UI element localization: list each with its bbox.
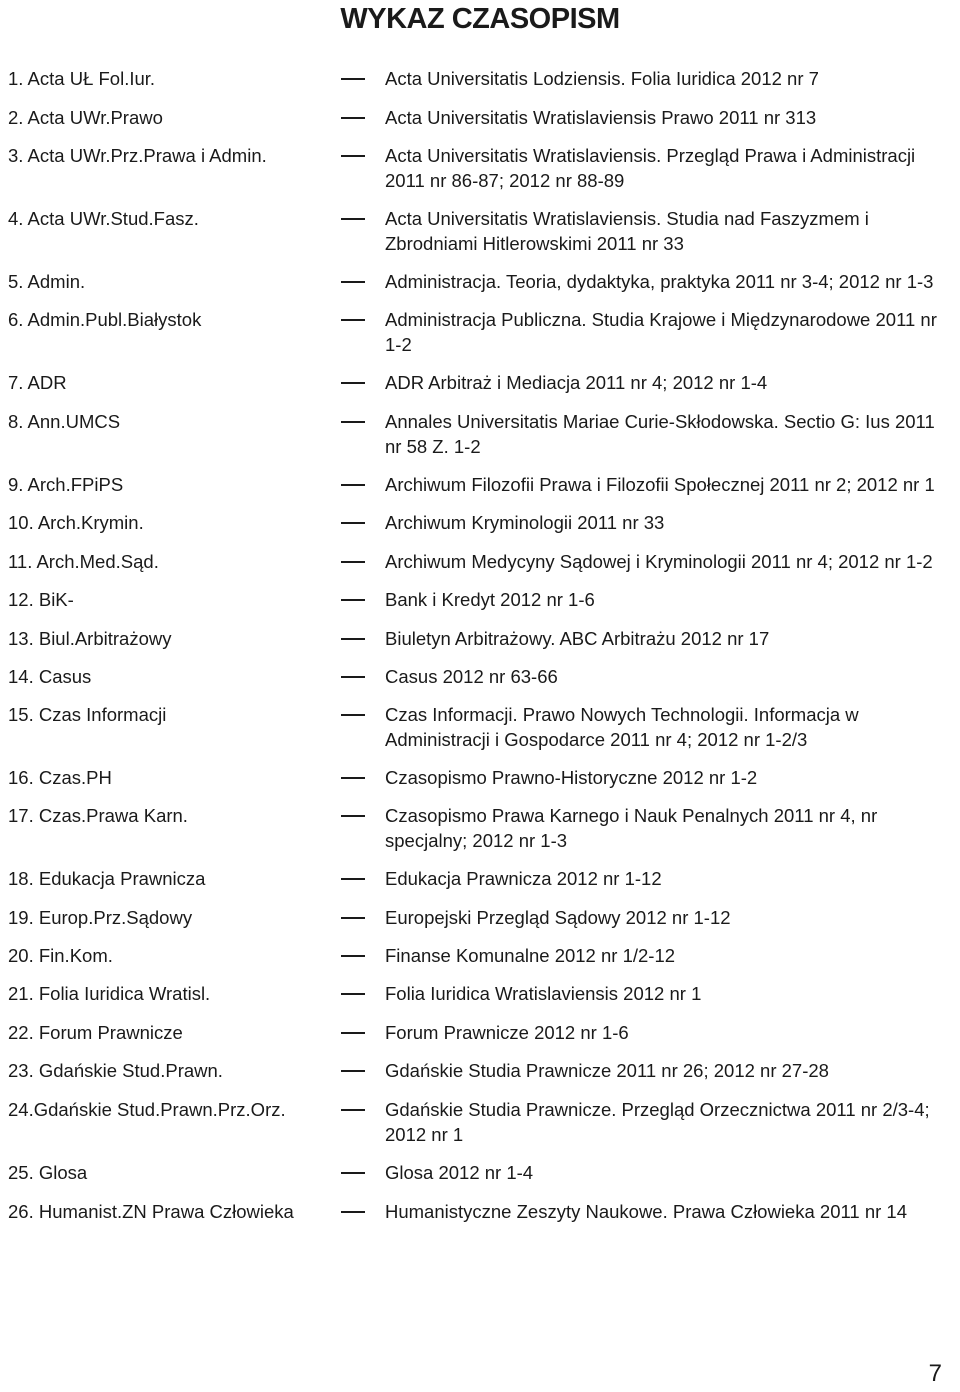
- journal-full-title: Annales Universitatis Mariae Curie-Skłodowska. Sectio G: Ius 2011 nr 58 Z. 1-2: [385, 411, 935, 457]
- dash-separator: [338, 549, 385, 574]
- journal-abbreviation: 18. Edukacja Prawnicza: [8, 868, 206, 889]
- list-item: [8, 105, 960, 130]
- list-item: [8, 307, 960, 357]
- journal-full-title: Acta Universitatis Wratislaviensis Prawo 2011 nr 313: [385, 107, 817, 128]
- journal-full-title: Administracja Publiczna. Studia Krajowe i Międzynarodowe 2011 nr 1-2: [385, 309, 937, 355]
- list-item: [8, 143, 960, 193]
- list-item: [8, 66, 960, 91]
- journal-full-title: Acta Universitatis Wratislaviensis. Studia nad Faszyzmem i Zbrodniami Hitlerowskimi 2011 nr 33: [385, 208, 869, 254]
- journal-abbreviation: 12. BiK-: [8, 589, 74, 610]
- dash-separator: [338, 307, 385, 332]
- journal-abbreviation: 10. Arch.Krymin.: [8, 512, 144, 533]
- journal-full-title: ADR Arbitraż i Mediacja 2011 nr 4; 2012 nr 1-4: [385, 372, 768, 393]
- journal-full-title: Gdańskie Studia Prawnicze 2011 nr 26; 2012 nr 27-28: [385, 1060, 829, 1081]
- journal-abbreviation: 2. Acta UWr.Prawo: [8, 107, 163, 128]
- list-item: [8, 409, 960, 459]
- journal-abbreviation: 15. Czas Informacji: [8, 704, 167, 725]
- journal-full-title: Finanse Komunalne 2012 nr 1/2-12: [385, 945, 676, 966]
- journal-abbreviation: 11. Arch.Med.Sąd.: [8, 551, 159, 572]
- journal-full-title: Administracja. Teoria, dydaktyka, praktyka 2011 nr 3-4; 2012 nr 1-3: [385, 271, 934, 292]
- list-item: [8, 370, 960, 395]
- dash-separator: [338, 472, 385, 497]
- journal-abbreviation: 1. Acta UŁ Fol.Iur.: [8, 68, 156, 89]
- list-item: [8, 664, 960, 689]
- dash-separator: [338, 105, 385, 130]
- list-item: [8, 981, 960, 1006]
- list-item: [8, 1058, 960, 1083]
- list-item: [8, 1160, 960, 1185]
- journal-full-title: Casus 2012 nr 63-66: [385, 666, 558, 687]
- list-item: [8, 510, 960, 535]
- journal-full-title: Acta Universitatis Wratislaviensis. Przegląd Prawa i Administracji 2011 nr 86-87; 2012 nr 88-89: [385, 145, 916, 191]
- journal-full-title: Gdańskie Studia Prawnicze. Przegląd Orzecznictwa 2011 nr 2/3-4; 2012 nr 1: [385, 1099, 930, 1145]
- journal-abbreviation: 16. Czas.PH: [8, 767, 112, 788]
- journal-abbreviation: 4. Acta UWr.Stud.Fasz.: [8, 208, 199, 229]
- list-item: [8, 1097, 960, 1147]
- dash-separator: [338, 905, 385, 930]
- journal-full-title: Czasopismo Prawa Karnego i Nauk Penalnych 2011 nr 4, nr specjalny; 2012 nr 1-3: [385, 805, 878, 851]
- dash-separator: [338, 981, 385, 1006]
- journal-full-title: Europejski Przegląd Sądowy 2012 nr 1-12: [385, 907, 731, 928]
- list-item: [8, 587, 960, 612]
- journal-full-title: Forum Prawnicze 2012 nr 1-6: [385, 1022, 629, 1043]
- page-title: WYKAZ CZASOPISM: [340, 3, 620, 35]
- list-item: [8, 905, 960, 930]
- journal-abbreviation: 7. ADR: [8, 372, 67, 393]
- dash-separator: [338, 370, 385, 395]
- dash-separator: [338, 702, 385, 727]
- list-item: [8, 269, 960, 294]
- dash-separator: [338, 765, 385, 790]
- list-item: [8, 866, 960, 891]
- dash-separator: [338, 1058, 385, 1083]
- journal-abbreviation: 9. Arch.FPiPS: [8, 474, 124, 495]
- page-number: 7: [928, 1360, 942, 1387]
- journal-full-title: Bank i Kredyt 2012 nr 1-6: [385, 589, 595, 610]
- journal-full-title: Glosa 2012 nr 1-4: [385, 1162, 534, 1183]
- journal-full-title: Czasopismo Prawno-Historyczne 2012 nr 1-2: [385, 767, 758, 788]
- list-item: [8, 472, 960, 497]
- list-item: [8, 1199, 960, 1224]
- dash-separator: [338, 587, 385, 612]
- dash-separator: [338, 1097, 385, 1122]
- journal-full-title: Archiwum Medycyny Sądowej i Kryminologii 2011 nr 4; 2012 nr 1-2: [385, 551, 933, 572]
- journal-abbreviation: 14. Casus: [8, 666, 92, 687]
- dash-separator: [338, 664, 385, 689]
- dash-separator: [338, 943, 385, 968]
- list-item: [8, 626, 960, 651]
- journal-abbreviation: 5. Admin.: [8, 271, 86, 292]
- dash-separator: [338, 1020, 385, 1045]
- journal-full-title: Humanistyczne Zeszyty Naukowe. Prawa Człowieka 2011 nr 14: [385, 1201, 907, 1222]
- list-item: [8, 803, 960, 853]
- journal-full-title: Acta Universitatis Lodziensis. Folia Iuridica 2012 nr 7: [385, 68, 819, 89]
- journal-full-title: Biuletyn Arbitrażowy. ABC Arbitrażu 2012 nr 17: [385, 628, 770, 649]
- list-item: [8, 702, 960, 752]
- dash-separator: [338, 143, 385, 168]
- journal-abbreviation: 23. Gdańskie Stud.Prawn.: [8, 1060, 223, 1081]
- journal-full-title: Archiwum Kryminologii 2011 nr 33: [385, 512, 665, 533]
- dash-separator: [338, 1199, 385, 1224]
- list-item: [8, 943, 960, 968]
- journal-abbreviation: 25. Glosa: [8, 1162, 88, 1183]
- dash-separator: [338, 206, 385, 231]
- journal-list: [8, 66, 960, 1224]
- journal-abbreviation: 24.Gdańskie Stud.Prawn.Prz.Orz.: [8, 1099, 286, 1120]
- dash-separator: [338, 626, 385, 651]
- dash-separator: [338, 1160, 385, 1185]
- list-item: [8, 549, 960, 574]
- journal-full-title: Edukacja Prawnicza 2012 nr 1-12: [385, 868, 662, 889]
- journal-abbreviation: 13. Biul.Arbitrażowy: [8, 628, 172, 649]
- journal-full-title: Czas Informacji. Prawo Nowych Technologii. Informacja w Administracji i Gospodarce 2011 nr 4; 2012 nr 1-2/3: [385, 704, 859, 750]
- dash-separator: [338, 269, 385, 294]
- journal-abbreviation: 20. Fin.Kom.: [8, 945, 113, 966]
- list-item: [8, 1020, 960, 1045]
- journal-abbreviation: 8. Ann.UMCS: [8, 411, 121, 432]
- journal-abbreviation: 21. Folia Iuridica Wratisl.: [8, 983, 211, 1004]
- dash-separator: [338, 66, 385, 91]
- dash-separator: [338, 803, 385, 828]
- journal-abbreviation: 22. Forum Prawnicze: [8, 1022, 183, 1043]
- journal-abbreviation: 17. Czas.Prawa Karn.: [8, 805, 188, 826]
- journal-abbreviation: 26. Humanist.ZN Prawa Człowieka: [8, 1201, 294, 1222]
- journal-full-title: Archiwum Filozofii Prawa i Filozofii Społecznej 2011 nr 2; 2012 nr 1: [385, 474, 935, 495]
- journal-abbreviation: 6. Admin.Publ.Białystok: [8, 309, 202, 330]
- dash-separator: [338, 510, 385, 535]
- dash-separator: [338, 409, 385, 434]
- journal-abbreviation: 3. Acta UWr.Prz.Prawa i Admin.: [8, 145, 267, 166]
- list-item: [8, 765, 960, 790]
- dash-separator: [338, 866, 385, 891]
- journal-full-title: Folia Iuridica Wratislaviensis 2012 nr 1: [385, 983, 702, 1004]
- journal-abbreviation: 19. Europ.Prz.Sądowy: [8, 907, 193, 928]
- list-item: [8, 206, 960, 256]
